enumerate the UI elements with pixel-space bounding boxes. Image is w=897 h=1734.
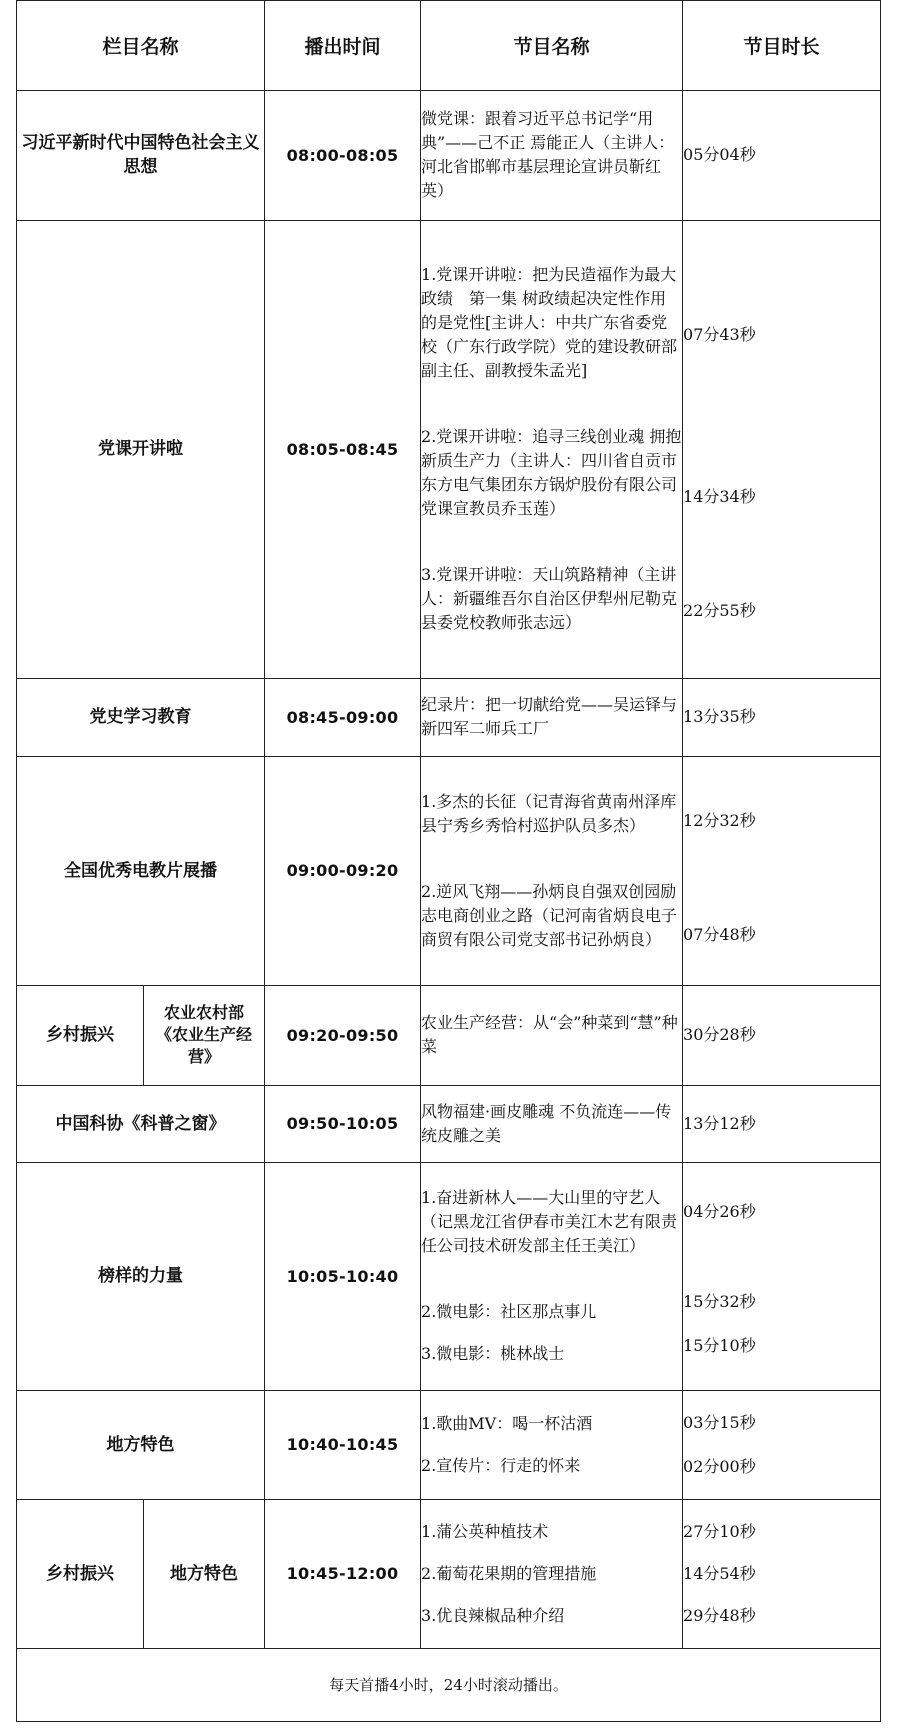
sub-column-name-cell: 地方特色	[144, 1499, 265, 1648]
duration-item: 15分32秒	[683, 1292, 756, 1312]
duration-cell	[683, 1499, 881, 1648]
program-item: 1.歌曲MV：喝一杯沽酒	[421, 1413, 593, 1433]
broadcast-time-cell: 10:45-12:00	[265, 1499, 421, 1648]
broadcast-time-cell: 08:45-09:00	[265, 678, 421, 756]
program-item: 1.蒲公英种植技术	[421, 1521, 549, 1541]
footer-row	[17, 1648, 881, 1721]
program-item: 风物福建·画皮雕魂 不负流连——传统皮雕之美	[421, 1101, 672, 1145]
duration-item: 14分34秒	[683, 487, 756, 507]
program-name-cell	[421, 90, 683, 220]
duration-cell	[683, 986, 881, 1085]
table-row	[17, 1085, 881, 1163]
table-row	[17, 220, 881, 678]
footer-note: 每天首播4小时，24小时滚动播出。	[17, 1648, 881, 1721]
program-item: 农业生产经营：从“会”种菜到“慧”种菜	[421, 1013, 678, 1057]
program-item: 纪录片：把一切献给党——吴运铎与新四军二师兵工厂	[421, 695, 678, 739]
duration-item: 07分43秒	[683, 325, 756, 345]
duration-item: 27分10秒	[683, 1521, 756, 1541]
duration-item: 13分35秒	[683, 707, 756, 727]
header-broadcast-time: 播出时间	[265, 1, 421, 91]
duration-item: 15分10秒	[683, 1336, 756, 1356]
duration-item: 29分48秒	[683, 1605, 756, 1625]
duration-item: 22分55秒	[683, 601, 756, 621]
program-item: 2.葡萄花果期的管理措施	[421, 1563, 597, 1583]
program-item: 3.优良辣椒品种介绍	[421, 1605, 565, 1625]
program-item: 3.党课开讲啦：天山筑路精神（主讲人：新疆维吾尔自治区伊犁州尼勒克县委党校教师张志远）	[421, 565, 678, 633]
duration-item: 03分15秒	[683, 1412, 756, 1432]
program-item: 2.逆风飞翔——孙炳良自强双创园励志电商创业之路（记河南省炳良电子商贸有限公司党支部书记孙炳良）	[421, 881, 678, 949]
program-item: 1.奋进新林人——大山里的守艺人（记黑龙江省伊春市美江木艺有限责任公司技术研发部主任王美江）	[421, 1188, 678, 1256]
header-program-name: 节目名称	[421, 1, 683, 91]
broadcast-schedule-table	[16, 0, 881, 1722]
duration-item: 07分48秒	[683, 924, 756, 944]
duration-cell	[683, 1163, 881, 1390]
table-row	[17, 90, 881, 220]
broadcast-time-cell: 10:05-10:40	[265, 1163, 421, 1390]
header-column-name: 栏目名称	[17, 1, 265, 91]
duration-cell	[683, 678, 881, 756]
program-name-cell	[421, 220, 683, 678]
duration-cell	[683, 1390, 881, 1499]
column-name-cell: 习近平新时代中国特色社会主义思想	[17, 90, 265, 220]
duration-cell	[683, 1085, 881, 1163]
program-item: 3.微电影：桃林战士	[421, 1344, 565, 1364]
column-name-cell: 榜样的力量	[17, 1163, 265, 1390]
broadcast-time-cell: 10:40-10:45	[265, 1390, 421, 1499]
column-name-cell: 党课开讲啦	[17, 220, 265, 678]
duration-item: 13分12秒	[683, 1113, 756, 1133]
column-name-cell: 乡村振兴	[17, 986, 144, 1085]
table-row	[17, 678, 881, 756]
program-name-cell	[421, 1163, 683, 1390]
program-item: 1.党课开讲啦：把为民造福作为最大政绩 第一集 树政绩起决定性作用的是党性[主讲人：中共广东省委党校（广东行政学院）党的建设教研部副主任、副教授朱孟光]	[421, 265, 678, 381]
program-item: 2.微电影：社区那点事儿	[421, 1302, 597, 1322]
program-name-cell	[421, 1085, 683, 1163]
table-row	[17, 986, 881, 1085]
program-name-cell	[421, 1390, 683, 1499]
column-name-cell: 党史学习教育	[17, 678, 265, 756]
program-name-cell	[421, 756, 683, 986]
broadcast-time-cell: 08:00-08:05	[265, 90, 421, 220]
program-item: 微党课：跟着习近平总书记学“用典”——己不正 焉能正人（主讲人：河北省邯郸市基层理论宣讲员靳红英）	[421, 109, 675, 201]
column-name-cell: 中国科协《科普之窗》	[17, 1085, 265, 1163]
program-item: 1.多杰的长征（记青海省黄南州泽库县宁秀乡秀恰村巡护队员多杰）	[421, 791, 677, 835]
program-name-cell	[421, 678, 683, 756]
broadcast-time-cell: 09:50-10:05	[265, 1085, 421, 1163]
duration-item: 30分28秒	[683, 1025, 756, 1045]
program-name-cell	[421, 986, 683, 1085]
duration-cell	[683, 220, 881, 678]
column-name-cell: 乡村振兴	[17, 1499, 144, 1648]
broadcast-time-cell: 09:00-09:20	[265, 756, 421, 986]
program-name-cell	[421, 1499, 683, 1648]
program-item: 2.党课开讲啦：追寻三线创业魂 拥抱新质生产力（主讲人：四川省自贡市东方电气集团东方锅炉股份有限公司党课宣教员乔玉莲）	[421, 427, 682, 519]
duration-item: 14分54秒	[683, 1563, 756, 1583]
table-row	[17, 1499, 881, 1648]
table-row	[17, 756, 881, 986]
duration-cell	[683, 756, 881, 986]
duration-item: 12分32秒	[683, 810, 756, 830]
column-name-cell: 地方特色	[17, 1390, 265, 1499]
duration-item: 04分26秒	[683, 1202, 756, 1222]
program-item: 2.宣传片：行走的怀来	[421, 1455, 581, 1475]
table-row	[17, 1163, 881, 1390]
broadcast-time-cell: 08:05-08:45	[265, 220, 421, 678]
broadcast-time-cell: 09:20-09:50	[265, 986, 421, 1085]
column-name-cell: 全国优秀电教片展播	[17, 756, 265, 986]
duration-cell	[683, 90, 881, 220]
header-row	[17, 1, 881, 91]
sub-column-name-cell: 农业农村部《农业生产经营》	[144, 986, 265, 1085]
header-duration: 节目时长	[683, 1, 881, 91]
duration-item: 05分04秒	[683, 145, 756, 165]
duration-item: 02分00秒	[683, 1456, 756, 1476]
table-row	[17, 1390, 881, 1499]
